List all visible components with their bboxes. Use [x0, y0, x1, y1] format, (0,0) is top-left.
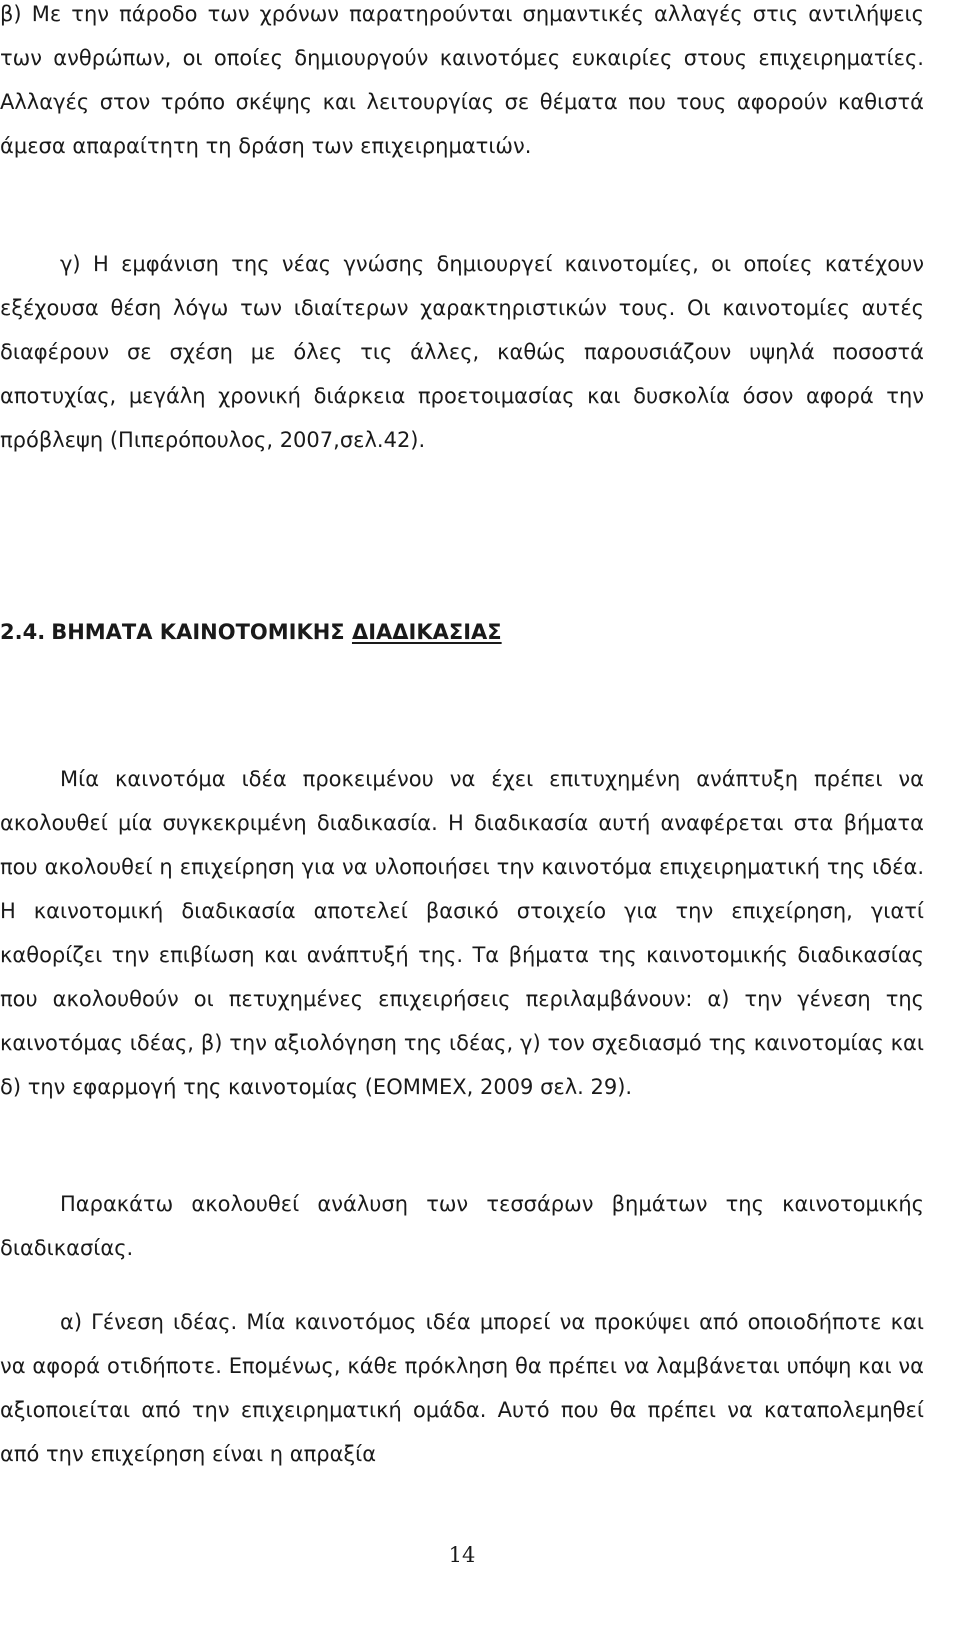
paragraph-beta: β) Με την πάροδο των χρόνων παρατηρούνται σημαντικές αλλαγές στις αντιλήψεις των ανθρώπων, οι οποίες δημιουργούν καινοτόμες ευκαιρίες στους επιχειρηματίες. Αλλαγές στον τρόπο σκέψης και λειτουργίας σε θέματα που τους αφορούν καθιστά άμεσα απαραίτητη τη δράση των επιχειρηματιών.: [0, 2, 924, 158]
paragraph-intro: Μία καινοτόμα ιδέα προκειμένου να έχει επιτυχημένη ανάπτυξη πρέπει να ακολουθεί μία συγκεκριμένη διαδικασία. Η διαδικασία αυτή αναφέρεται στα βήματα που ακολουθεί η επιχείρηση για να υλοποιήσει την καινοτόμα επιχειρηματική της ιδέα. Η καινοτομική διαδικασία αποτελεί βασικό στοιχείο για την επιχείρηση, γιατί καθορίζει την επιβίωση και ανάπτυξή της. Τα βήματα της καινοτομικής διαδικασίας που ακολουθούν οι πετυχημένες επιχειρήσεις περιλαμβάνουν: α) την γένεση της καινοτόμας ιδέας, β) την αξιολόγηση της ιδέας, γ) τον σχεδιασμό της καινοτομίας και δ) την εφαρμογή της καινοτομίας (ΕΟΜΜΕΧ, 2009 σελ. 29).: [0, 767, 924, 1099]
section-heading: [0, 610, 502, 654]
paragraph-analysis: Παρακάτω ακολουθεί ανάλυση των τεσσάρων βημάτων της καινοτομικής διαδικασίας.: [0, 1192, 924, 1260]
section-title-underlined: ΔΙΑΔΙΚΑΣΙΑΣ: [351, 620, 502, 644]
page-number: 14: [448, 1543, 476, 1567]
section-number: 2.4.: [0, 620, 46, 644]
paragraph-alpha: α) Γένεση ιδέας. Μία καινοτόμος ιδέα μπορεί να προκύψει από οποιοδήποτε και να αφορά οτιδήποτε. Επομένως, κάθε πρόκληση θα πρέπει να λαμβάνεται υπόψη και να αξιοποιείται από την επιχειρηματική ομάδα. Αυτό που θα πρέπει να καταπολεμηθεί από την επιχείρηση είναι η απραξία: [0, 1310, 924, 1466]
paragraph-gamma: γ) Η εμφάνιση της νέας γνώσης δημιουργεί καινοτομίες, οι οποίες κατέχουν εξέχουσα θέση λόγω των ιδιαίτερων χαρακτηριστικών τους. Οι καινοτομίες αυτές διαφέρουν σε σχέση με όλες τις άλλες, καθώς παρουσιάζουν υψηλά ποσοστά αποτυχίας, μεγάλη χρονική διάρκεια προετοιμασίας και δυσκολία όσον αφορά την πρόβλεψη (Πιπερόπουλος, 2007,σελ.42).: [0, 252, 924, 452]
section-title-start: ΒΗΜΑΤΑ ΚΑΙΝΟΤΟΜΙΚΗΣ: [51, 620, 352, 644]
